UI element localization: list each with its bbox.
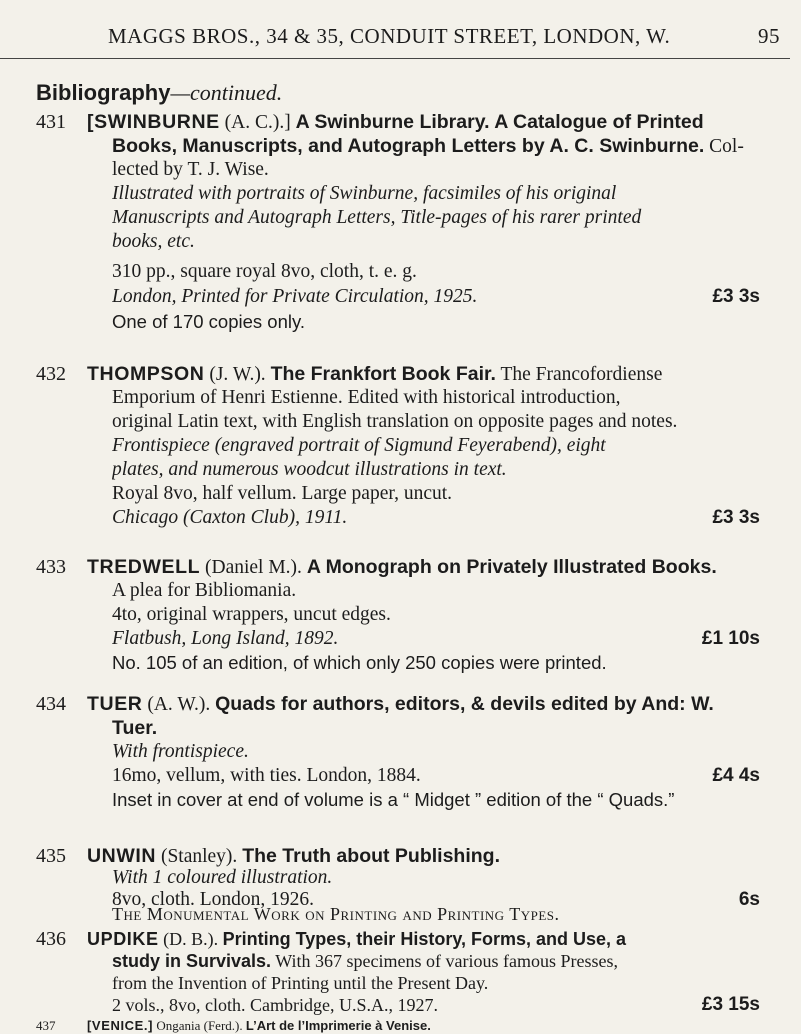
entry-author: TREDWELL <box>87 556 201 578</box>
entry-heading <box>87 1018 782 1034</box>
entry-line-2: Emporium of Henri Estienne. Edited with historical introduction, <box>112 387 621 408</box>
entry-title: A Swinburne Library. A Catalogue of Printed <box>295 111 704 133</box>
entry-number: 431 <box>36 111 66 133</box>
entry-number: 432 <box>36 363 66 385</box>
entry-note: Inset in cover at end of volume is a “ Midget ” edition of the “ Quads.” <box>112 789 675 810</box>
entry-author: TUER <box>87 693 143 715</box>
entry-author-detail: (Stanley). <box>156 846 243 867</box>
entry-author-detail: (D. B.). <box>158 929 223 949</box>
entry-format: 4to, original wrappers, uncut edges. <box>112 604 391 625</box>
entry-price: £3 3s <box>712 507 760 528</box>
entry-price: £3 3s <box>712 286 760 307</box>
catalogue-entry-436-format <box>0 994 790 1018</box>
entry-heading: THOMPSON (J. W.). The Frankfort Book Fair. The Francofordiense <box>87 363 663 385</box>
section-heading <box>36 80 282 106</box>
entry-imprint: Flatbush, Long Island, 1892. <box>112 628 339 649</box>
entry-number: 437 <box>36 1018 56 1033</box>
entry-number: 433 <box>36 556 66 578</box>
entry-line-2: A plea for Bibliomania. <box>112 580 297 601</box>
entry-author: [SWINBURNE <box>87 111 220 133</box>
entry-line-3: from the Invention of Printing until the Present Day. <box>112 973 489 993</box>
header-rule <box>0 58 790 59</box>
entry-line-3: lected by T. J. Wise. <box>112 159 269 180</box>
entry-title: Quads for authors, editors, & devils edited by And: W. <box>215 693 714 715</box>
entry-author-detail: Ongania (Ferd.). <box>153 1018 246 1033</box>
entry-note: No. 105 of an edition, of which only 250 copies were printed. <box>112 652 607 673</box>
catalogue-entry-437 <box>0 1018 790 1034</box>
entry-illustrations-2: plates, and numerous woodcut illustrations in text. <box>112 459 507 480</box>
entry-number: 434 <box>36 693 66 715</box>
entry-price: £4 4s <box>712 765 760 786</box>
entry-illustrations-2: Manuscripts and Autograph Letters, Title-pages of his rarer printed <box>112 207 642 228</box>
entry-format: 310 pp., square royal 8vo, cloth, t. e. g. <box>112 261 417 282</box>
entry-title-line-2: Books, Manuscripts, and Autograph Letters by A. C. Swinburne. Col- <box>112 135 744 157</box>
entry-price: 6s <box>738 889 760 910</box>
entry-title: A Monograph on Privately Illustrated Books. <box>306 556 717 578</box>
section-continued: —continued. <box>170 80 283 105</box>
entry-pre-heading: The Monumental Work on Printing and Printing Types. <box>112 904 560 924</box>
section-title: Bibliography <box>36 80 171 105</box>
entry-title: The Truth about Publishing. <box>242 845 501 867</box>
entry-title-line-2: study in Survivals. With 367 specimens of various famous Presses, <box>112 951 618 971</box>
entry-title: The Frankfort Book Fair. <box>270 363 496 385</box>
catalogue-entry-432 <box>0 362 790 542</box>
entry-author-detail: (Daniel M.). <box>200 557 307 578</box>
entry-illustrations: Frontispiece (engraved portrait of Sigmund Feyerabend), eight <box>112 435 606 456</box>
entry-illustrations: With 1 coloured illustration. <box>112 867 333 888</box>
entry-format: 16mo, vellum, with ties. London, 1884. <box>112 765 421 786</box>
entry-author-detail: (J. W.). <box>204 364 271 385</box>
catalogue-entry-431 <box>0 110 790 340</box>
entry-heading <box>87 692 782 718</box>
entry-number: 435 <box>36 845 66 867</box>
entry-title: L’Art de l’Imprimerie à Venise. <box>245 1018 431 1033</box>
entry-illustrations: Illustrated with portraits of Swinburne, facsimiles of his original <box>112 183 617 204</box>
catalogue-entry-433 <box>0 555 790 675</box>
running-header <box>0 18 790 58</box>
entry-line-3: original Latin text, with English translation on opposite pages and notes. <box>112 411 678 432</box>
entry-illustrations: With frontispiece. <box>112 741 249 762</box>
entry-author: UNWIN <box>87 845 157 867</box>
entry-author: UPDIKE <box>87 929 159 949</box>
entry-heading <box>87 110 782 136</box>
entry-price: £1 10s <box>701 628 760 649</box>
entry-title: Printing Types, their History, Forms, and Use, a <box>222 929 627 949</box>
entry-format: Royal 8vo, half vellum. Large paper, uncut. <box>112 483 453 504</box>
entry-illustrations-3: books, etc. <box>112 231 195 252</box>
entry-number: 436 <box>36 928 66 950</box>
entry-heading <box>87 928 782 950</box>
page-number: 95 <box>758 24 780 48</box>
entry-author-detail: (A. C.).] <box>219 112 296 133</box>
entry-heading <box>87 555 782 581</box>
entry-format: 8vo, cloth. London, 1926. <box>112 889 315 910</box>
entry-title-line-2: Tuer. <box>112 717 158 739</box>
entry-author-detail: (A. W.). <box>142 694 216 715</box>
entry-note: One of 170 copies only. <box>112 311 306 332</box>
catalogue-entry-434 <box>0 692 790 812</box>
entry-imprint: London, Printed for Private Circulation, 1925. <box>112 286 478 307</box>
entry-author: [VENICE.] <box>87 1018 154 1033</box>
entry-imprint: Chicago (Caxton Club), 1911. <box>112 507 348 528</box>
entry-format: 2 vols., 8vo, cloth. Cambridge, U.S.A., 1927. <box>112 995 438 1015</box>
entry-price: £3 15s <box>701 994 760 1015</box>
entry-author: THOMPSON <box>87 363 205 385</box>
header-title: MAGGS BROS., 34 & 35, CONDUIT STREET, LONDON, W. <box>108 24 671 48</box>
